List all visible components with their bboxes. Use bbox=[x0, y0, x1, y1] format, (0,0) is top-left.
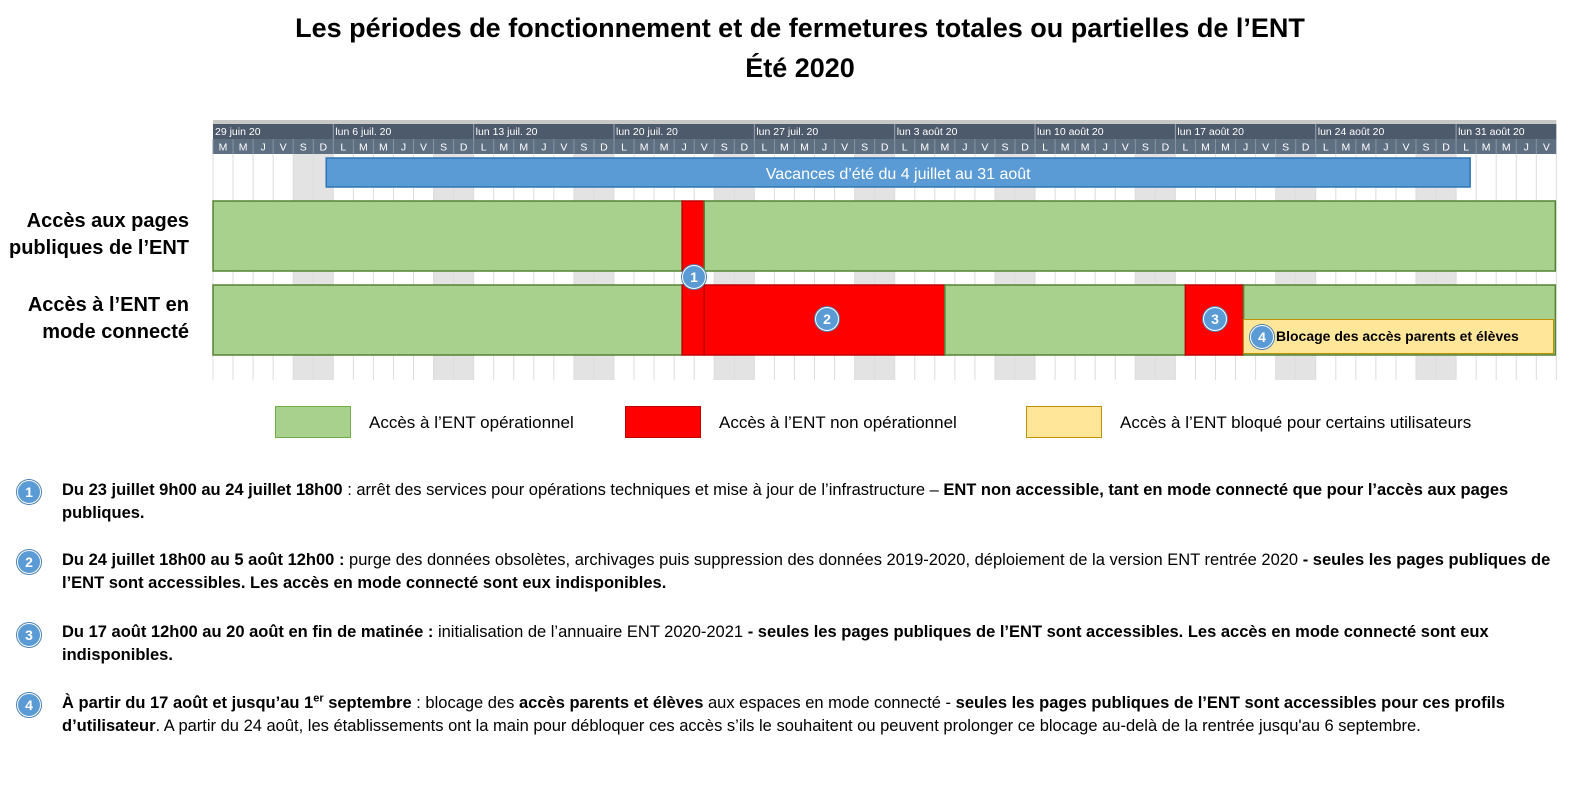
day-letter: M bbox=[499, 141, 509, 154]
day-letter: M bbox=[920, 141, 930, 154]
day-letter: L bbox=[621, 141, 627, 154]
day-letter: J bbox=[1102, 141, 1108, 154]
day-letter: L bbox=[340, 141, 347, 154]
day-letter: J bbox=[541, 141, 547, 154]
day-letter: M bbox=[1501, 141, 1511, 154]
connected-row-segment-ok bbox=[213, 285, 682, 355]
day-letter: L bbox=[761, 141, 768, 154]
connected-row-segment-down bbox=[682, 285, 704, 355]
day-letter: J bbox=[260, 141, 266, 154]
row-label-connected: Accès à l’ENT en mode connecté bbox=[27, 294, 189, 343]
note-1: Du 23 juillet 9h00 au 24 juillet 18h00 : arrêt des services pour opérations techniques et mise à jour de l’infrastructure – ENT non accessible, tant en mode connecté que pour l’accès aux pages publiques. bbox=[62, 481, 1509, 522]
day-letter: D bbox=[1442, 141, 1450, 154]
week-label: lun 6 juil. 20 bbox=[335, 126, 392, 138]
day-letter: M bbox=[1341, 141, 1351, 154]
day-letter: L bbox=[1322, 141, 1329, 154]
week-label: lun 13 juil. 20 bbox=[475, 126, 538, 138]
day-letter: V bbox=[420, 141, 428, 154]
note-4: À partir du 17 août et jusqu’au 1er septembre : blocage des accès parents et élèves aux espaces en mode connecté - seules les pages publiques de l’ENT sont accessibles pour ces profils d’utilisateur. A partir du 24 août, les établissements ont la main pour débloquer ces accès s’ils le souhaitent ou peuvent prolonger ce blocage au-delà de la rentrée jusqu'au 6 septembre. bbox=[62, 692, 1505, 735]
day-letter: L bbox=[1182, 141, 1189, 154]
day-letter: D bbox=[1021, 141, 1029, 154]
day-letter: V bbox=[841, 141, 849, 154]
page-subtitle: Été 2020 bbox=[745, 53, 855, 83]
day-letter: L bbox=[901, 141, 908, 154]
note-badge-4: 4 bbox=[17, 693, 41, 717]
legend-label-operational: Accès à l’ENT opérationnel bbox=[369, 413, 574, 432]
day-letter: J bbox=[681, 141, 687, 154]
row-label-public: Accès aux pages publiques de l’ENT bbox=[8, 210, 189, 259]
day-letter: S bbox=[861, 141, 869, 154]
legend-swatch-non-operational bbox=[625, 406, 701, 438]
day-letter: M bbox=[1080, 141, 1090, 154]
day-letter: M bbox=[659, 141, 669, 154]
legend-label-blocked: Accès à l’ENT bloqué pour certains utilisateurs bbox=[1120, 413, 1472, 432]
day-letter: L bbox=[1463, 141, 1470, 154]
day-letter: D bbox=[1161, 141, 1170, 154]
day-letter: J bbox=[400, 141, 407, 154]
day-letter: S bbox=[1422, 141, 1430, 154]
day-letter: J bbox=[1523, 141, 1529, 154]
day-letter: V bbox=[1542, 141, 1550, 154]
day-letter: M bbox=[238, 141, 248, 154]
legend-label-non-operational: Accès à l’ENT non opérationnel bbox=[719, 413, 957, 432]
day-letter: S bbox=[440, 141, 448, 154]
callout-badge-1: 1 bbox=[682, 265, 706, 289]
day-letter: M bbox=[359, 141, 368, 154]
blocked-access-box bbox=[1243, 319, 1554, 354]
week-label: lun 31 août 20 bbox=[1458, 126, 1525, 138]
day-letter: D bbox=[880, 141, 889, 154]
note-badge-3: 3 bbox=[17, 623, 41, 647]
day-letter: M bbox=[1221, 141, 1230, 154]
day-letter: S bbox=[1001, 141, 1009, 154]
day-letter: V bbox=[1262, 141, 1270, 154]
day-letter: S bbox=[299, 141, 307, 154]
day-letter: L bbox=[480, 141, 487, 154]
page-title: Les périodes de fonctionnement et de fermetures totales ou partielles de l’ENT bbox=[295, 13, 1305, 43]
public-row-segment-down bbox=[682, 201, 704, 271]
day-letter: V bbox=[1121, 141, 1129, 154]
day-letter: M bbox=[639, 141, 649, 154]
week-label: lun 10 août 20 bbox=[1037, 126, 1104, 138]
day-letter: M bbox=[1060, 141, 1070, 154]
day-letter: M bbox=[1481, 141, 1491, 154]
day-letter: S bbox=[1282, 141, 1290, 154]
timeline-header-top bbox=[213, 120, 1556, 124]
day-letter: L bbox=[1042, 141, 1048, 154]
week-label: lun 20 juil. 20 bbox=[616, 126, 678, 138]
day-letter: M bbox=[940, 141, 950, 154]
note-badge-2: 2 bbox=[17, 550, 41, 574]
week-label: lun 17 août 20 bbox=[1177, 126, 1244, 138]
day-letter: M bbox=[780, 141, 789, 154]
public-row-segment-ok bbox=[213, 201, 682, 271]
day-letter: M bbox=[379, 141, 388, 154]
day-letter: M bbox=[1201, 141, 1210, 154]
week-label: lun 27 juil. 20 bbox=[756, 126, 819, 138]
day-letter: M bbox=[800, 141, 809, 154]
note-3: Du 17 août 12h00 au 20 août en fin de matinée : initialisation de l’annuaire ENT 2020-2021 - seules les pages publiques de l’ENT sont accessibles. Les accès en mode connecté sont eux indisponibles. bbox=[62, 623, 1489, 664]
blocked-access-label: Blocage des accès parents et élèves bbox=[1276, 328, 1519, 344]
callout-badge-3: 3 bbox=[1203, 307, 1227, 331]
note-2: Du 24 juillet 18h00 au 5 août 12h00 : purge des données obsolètes, archivages puis suppression des données 2019-2020, déploiement de la version ENT rentrée 2020 - seules les pages publiques de l’ENT sont accessibles. Les accès en mode connecté sont eux indisponibles. bbox=[62, 551, 1551, 592]
day-letter: S bbox=[720, 141, 728, 154]
callout-badge-4: 4 bbox=[1250, 325, 1274, 349]
connected-row-segment-ok bbox=[945, 285, 1186, 355]
legend-swatch-operational bbox=[275, 406, 351, 438]
callout-badge-2: 2 bbox=[815, 307, 839, 331]
day-letter: V bbox=[560, 141, 568, 154]
day-letter: M bbox=[519, 141, 529, 154]
day-letter: J bbox=[1383, 141, 1389, 154]
day-letter: M bbox=[218, 141, 228, 154]
day-letter: D bbox=[1301, 141, 1310, 154]
day-letter: S bbox=[580, 141, 588, 154]
day-letter: D bbox=[319, 141, 328, 154]
day-letter: J bbox=[962, 141, 968, 154]
day-letter: J bbox=[1242, 141, 1249, 154]
day-letter: S bbox=[1141, 141, 1149, 154]
day-letter: V bbox=[1402, 141, 1410, 154]
day-letter: M bbox=[1361, 141, 1371, 154]
vacation-label: Vacances d’été du 4 juillet au 31 août bbox=[765, 166, 1031, 183]
day-letter: D bbox=[459, 141, 468, 154]
day-letter: V bbox=[981, 141, 989, 154]
public-row-segment-ok bbox=[704, 201, 1555, 271]
week-label: lun 24 août 20 bbox=[1317, 126, 1385, 138]
day-letter: D bbox=[600, 141, 608, 154]
week-label: 29 juin 20 bbox=[215, 126, 261, 138]
note-badge-1: 1 bbox=[17, 480, 41, 504]
day-letter: D bbox=[740, 141, 749, 154]
day-letter: V bbox=[700, 141, 708, 154]
week-label: lun 3 août 20 bbox=[896, 126, 958, 138]
day-letter: V bbox=[279, 141, 287, 154]
day-letter: J bbox=[821, 141, 828, 154]
legend-swatch-blocked bbox=[1026, 406, 1102, 438]
